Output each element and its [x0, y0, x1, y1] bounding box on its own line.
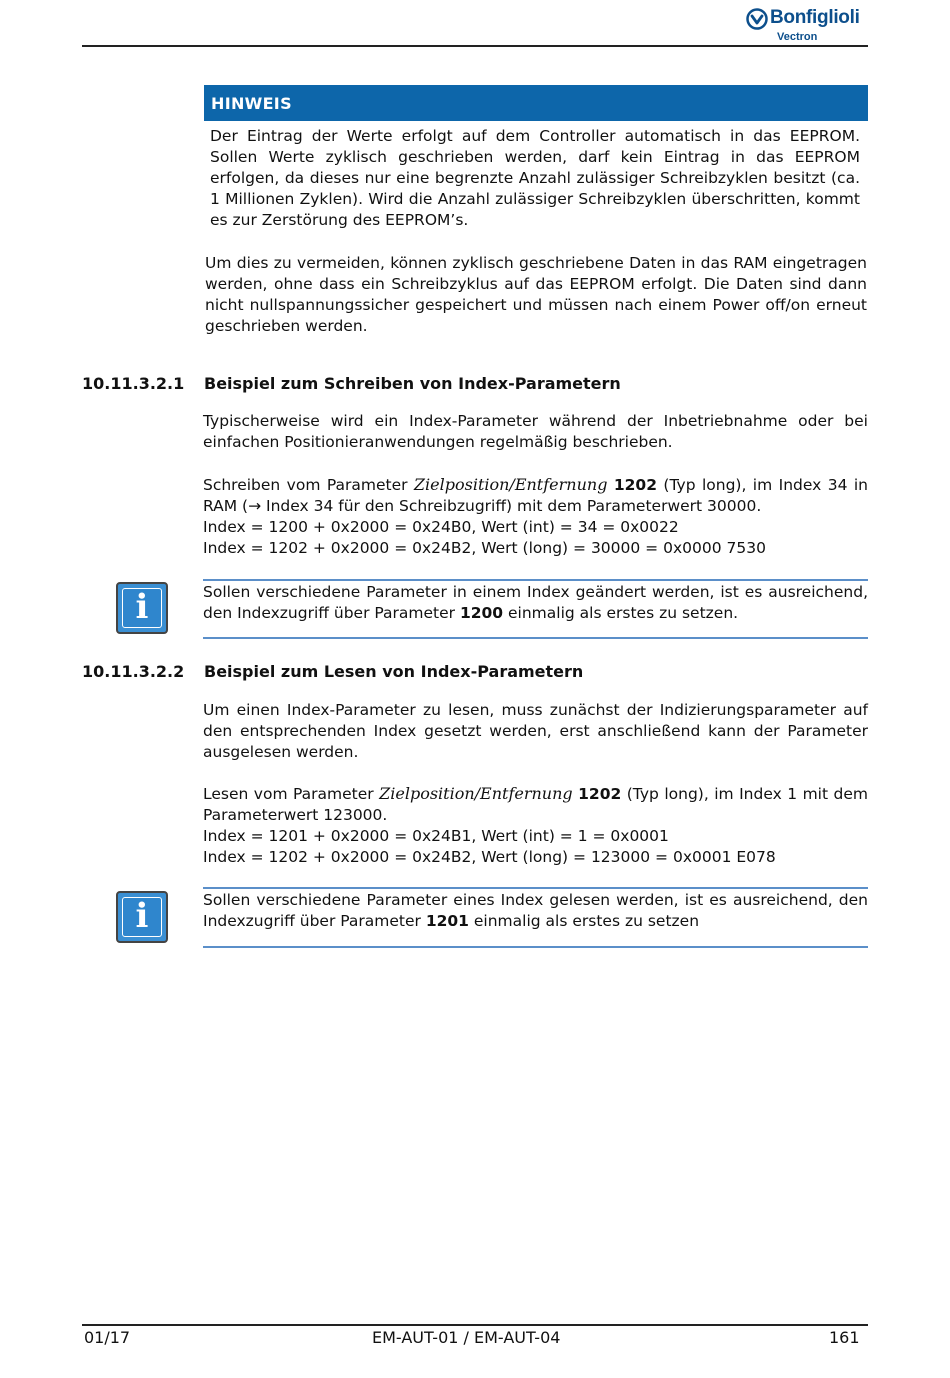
- section-2-intro: [203, 700, 868, 763]
- info-icon: [116, 582, 168, 634]
- header-rule: [82, 45, 868, 47]
- example-suffix: (Typ long), im Index 34 in RAM (: [203, 476, 868, 515]
- example-prefix: Schreiben vom Parameter: [203, 476, 414, 494]
- parameter-name: Zielposition/Entfernung: [379, 784, 573, 803]
- brand-name: Bonfiglioli: [770, 7, 860, 28]
- note-2-top-rule: [203, 887, 868, 889]
- section-2-intro-text: Um einen Index-Parameter zu lesen, muss zunächst der Indizierungsparameter auf den entsprechenden Index gesetzt werden, erst anschließend kann der Parameter ausgelesen werden.: [203, 701, 868, 761]
- arrow-icon: →: [248, 497, 262, 515]
- parameter-number: 1202: [578, 785, 622, 803]
- info-glyph: i: [135, 587, 149, 627]
- note-1-top-rule: [203, 579, 868, 581]
- brand-logo: [746, 8, 870, 44]
- section-1-example: [203, 474, 868, 559]
- section-2-example-text: [203, 783, 868, 826]
- note-prefix: Sollen verschiedene Parameter in einem Index geändert werden, ist es ausreichend, den Indexzugriff über Parameter: [203, 583, 868, 622]
- footer-page-number: 161: [829, 1328, 860, 1347]
- index-line-1: Index = 1200 + 0x2000 = 0x24B0, Wert (int) = 34 = 0x0022: [203, 518, 679, 536]
- example-suffix-2: Index 34 für den Schreibzugriff) mit dem Parameterwert 30000.: [261, 497, 762, 515]
- footer-rule: [82, 1324, 868, 1326]
- note-parameter-number: 1201: [425, 912, 469, 930]
- info-icon: [116, 891, 168, 943]
- bonfiglioli-logo-icon: [746, 8, 768, 30]
- info-glyph: i: [135, 896, 149, 936]
- section-1-intro-text: Typischerweise wird ein Index-Parameter während der Inbetriebnahme oder bei einfachen Positionieranwendungen regelmäßig beschrieben.: [203, 412, 868, 451]
- section-1-example-text: [203, 474, 868, 517]
- section-1-intro: [203, 411, 868, 453]
- note-1-bottom-rule: [203, 637, 868, 639]
- hinweis-text-1: [210, 126, 860, 231]
- hinweis-title: HINWEIS: [211, 93, 292, 113]
- index-line-2: Index = 1202 + 0x2000 = 0x24B2, Wert (long) = 123000 = 0x0001 E078: [203, 848, 776, 866]
- index-line-1: Index = 1201 + 0x2000 = 0x24B1, Wert (int) = 1 = 0x0001: [203, 827, 669, 845]
- note-parameter-number: 1200: [459, 604, 504, 622]
- section-2-note: [203, 890, 868, 932]
- footer-date: 01/17: [84, 1328, 131, 1347]
- section-2-number: 10.11.3.2.2: [82, 662, 185, 681]
- section-2-example: [203, 783, 868, 868]
- section-1-note-text: [203, 582, 868, 624]
- example-prefix: Lesen vom Parameter: [203, 785, 380, 803]
- footer-doc-id: EM-AUT-01 / EM-AUT-04: [372, 1328, 561, 1347]
- hinweis-paragraph-2: Um dies zu vermeiden, können zyklisch geschriebene Daten in das RAM eingetragen werden, ohne dass ein Schreibzyklus auf das EEPROM erfolgt. Die Daten sind dann nicht nullspannungssicher gespeichert und müssen nach einem Power off/on erneut geschrieben werden.: [205, 254, 867, 335]
- hinweis-text-2: [205, 253, 867, 337]
- section-2-note-text: [203, 890, 868, 932]
- note-suffix: einmalig als erstes zu setzen: [468, 912, 700, 930]
- note-prefix: Sollen verschiedene Parameter eines Index gelesen werden, ist es ausreichend, den Indexzugriff über Parameter: [203, 891, 868, 930]
- index-line-2: Index = 1202 + 0x2000 = 0x24B2, Wert (long) = 30000 = 0x0000 7530: [203, 539, 766, 557]
- note-suffix: einmalig als erstes zu setzen.: [503, 604, 739, 622]
- parameter-number: 1202: [613, 476, 657, 494]
- note-2-bottom-rule: [203, 946, 868, 948]
- parameter-name: Zielposition/Entfernung: [413, 475, 608, 494]
- section-1-title: Beispiel zum Schreiben von Index-Parametern: [204, 374, 621, 393]
- example-suffix: (Typ long), im Index 1 mit dem Parameterwert 123000.: [203, 785, 869, 824]
- hinweis-title-bar: [204, 85, 868, 121]
- section-1-note: [203, 582, 868, 624]
- section-2-title: Beispiel zum Lesen von Index-Parametern: [204, 662, 584, 681]
- sub-brand-name: Vectron: [777, 31, 818, 43]
- hinweis-paragraph-1: Der Eintrag der Werte erfolgt auf dem Controller automatisch in das EEPROM. Sollen Werte zyklisch geschrieben werden, darf kein Eintrag in das EEPROM erfolgen, da dieses nur eine begrenzte Anzahl zulässiger Schreibzyklen besitzt (ca. 1 Millionen Zyklen). Wird die Anzahl zulässiger Schreibzyklen überschritten, kommt es zur Zerstörung des EEPROM’s.: [210, 127, 860, 229]
- section-1-number: 10.11.3.2.1: [82, 374, 185, 393]
